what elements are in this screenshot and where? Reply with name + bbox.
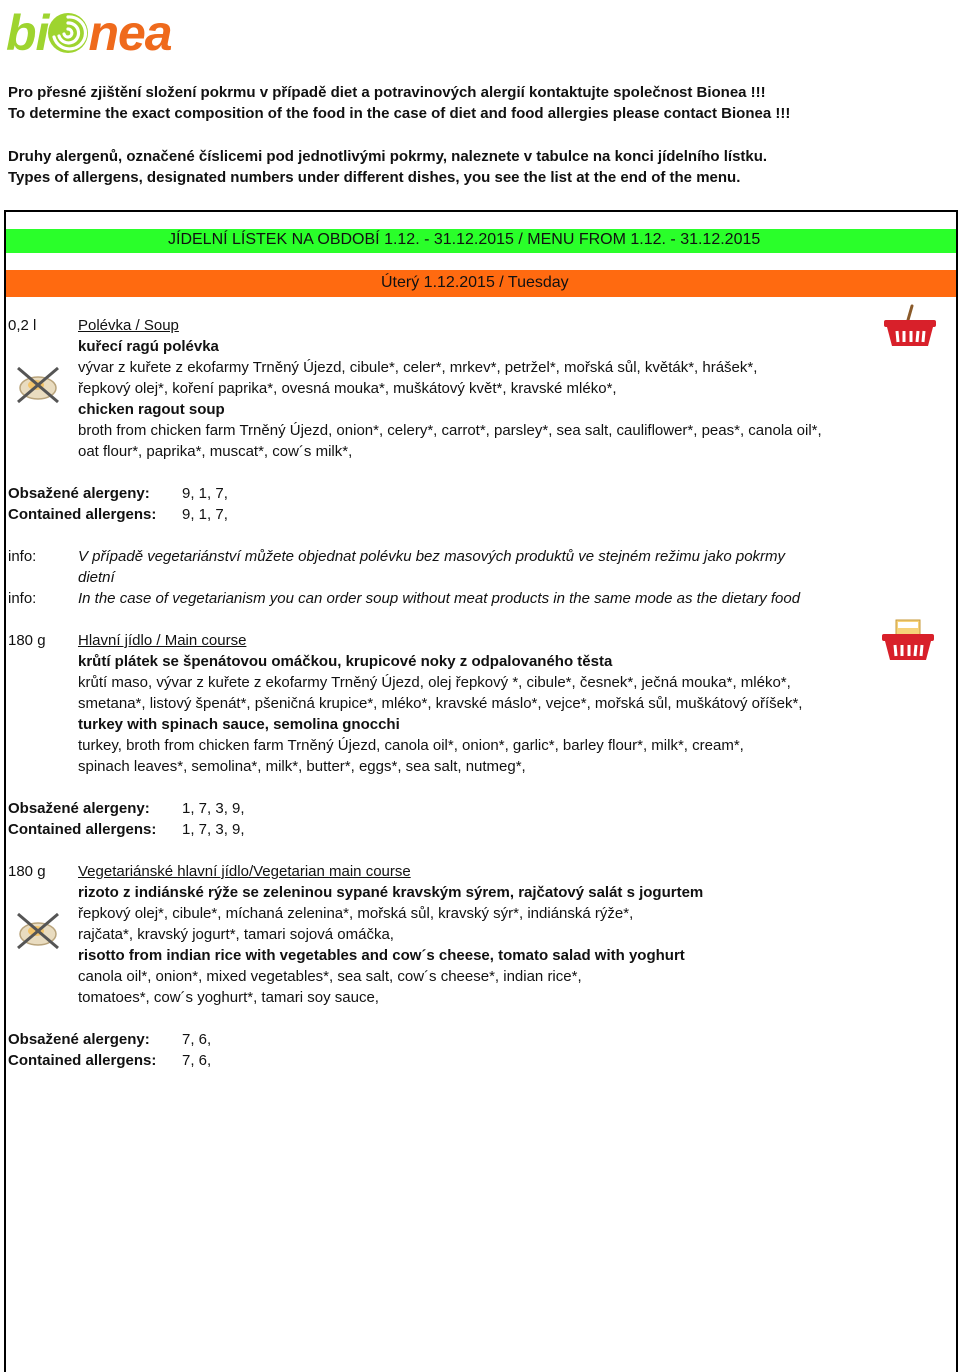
shopping-basket-food-icon[interactable] (880, 618, 936, 664)
main-ingredients-en-1: turkey, broth from chicken farm Trněný Újezd, canola oil*, onion*, garlic*, barley flour*, milk*, cream*, (78, 737, 744, 754)
info-label-cz: info: (8, 548, 37, 565)
main-name-en: turkey with spinach sauce, semolina gnocchi (78, 716, 400, 733)
brand-logo-part1: bi (6, 5, 49, 61)
main-ingredients-cz-1: krůtí maso, vývar z kuřete z ekofarmy Trněný Újezd, olej řepkový *, cibule*, česnek*, ječná mouka*, mléko*, (78, 674, 791, 691)
main-allergens-cz-label: Obsažené alergeny: (8, 800, 150, 817)
veg-name-en: risotto from indian rice with vegetables and cow´s cheese, tomato salad with yoghurt (78, 947, 685, 964)
soup-ingredients-en-1: broth from chicken farm Trněný Újezd, onion*, celery*, carrot*, parsley*, sea salt, cauliflower*, peas*, canola oil*, (78, 422, 822, 439)
veg-ingredients-cz-1: řepkový olej*, cibule*, míchaná zelenina*, mořská sůl, kravský sýr*, indiánská rýže*, (78, 905, 634, 922)
swirl-logo-icon (46, 11, 90, 55)
main-category: Hlavní jídlo / Main course (78, 632, 247, 649)
main-portion: 180 g (8, 632, 46, 649)
day-bar (6, 270, 956, 297)
soup-allergens-en-label: Contained allergens: (8, 506, 157, 523)
veg-allergens-en-value: 7, 6, (182, 1052, 212, 1069)
notice-contact-en: To determine the exact composition of the food in the case of diet and food allergies please contact Bionea !!! (8, 105, 791, 122)
soup-name-cz: kuřecí ragú polévka (78, 338, 219, 355)
main-name-cz: krůtí plátek se špenátovou omáčkou, krupicové noky z odpalovaného těsta (78, 653, 613, 670)
main-ingredients-en-2: spinach leaves*, semolina*, milk*, butter*, eggs*, sea salt, nutmeg*, (78, 758, 526, 775)
soup-name-en: chicken ragout soup (78, 401, 225, 418)
info-text-cz-2: dietní (78, 569, 115, 586)
veg-allergens-cz-value: 7, 6, (182, 1031, 212, 1048)
menu-period-title: JÍDELNÍ LÍSTEK NA OBDOBÍ 1.12. - 31.12.2015 / MENU FROM 1.12. - 31.12.2015 (168, 231, 761, 248)
info-label-en: info: (8, 590, 37, 607)
soup-ingredients-cz-2: řepkový olej*, koření paprika*, ovesná mouka*, muškátový květ*, kravské mléko*, (78, 380, 617, 397)
main-ingredients-cz-2: smetana*, listový špenát*, pšeničná krupice*, mléko*, kravské máslo*, vejce*, mořská sůl, muškátový oříšek*, (78, 695, 803, 712)
info-text-en: In the case of vegetarianism you can order soup without meat products in the same mode as the dietary food (78, 590, 801, 607)
main-allergens-en-value: 1, 7, 3, 9, (182, 821, 245, 838)
day-title: Úterý 1.12.2015 / Tuesday (381, 274, 569, 291)
main-allergens-en-label: Contained allergens: (8, 821, 157, 838)
notice-allergens-en: Types of allergens, designated numbers under different dishes, you see the list at the end of the menu. (8, 169, 741, 186)
veg-ingredients-en-2: tomatoes*, cow´s yoghurt*, tamari soy sauce, (78, 989, 379, 1006)
veg-ingredients-cz-2: rajčata*, kravský jogurt*, tamari sojová omáčka, (78, 926, 394, 943)
no-cooking-icon (12, 908, 64, 952)
shopping-basket-icon[interactable] (882, 304, 938, 350)
soup-portion: 0,2 l (8, 317, 37, 334)
soup-allergens-cz-label: Obsažené alergeny: (8, 485, 150, 502)
veg-ingredients-en-1: canola oil*, onion*, mixed vegetables*, sea salt, cow´s cheese*, indian rice*, (78, 968, 582, 985)
brand-logo-part2: nea (88, 5, 172, 61)
soup-allergens-cz-value: 9, 1, 7, (182, 485, 228, 502)
notice-allergens-cz: Druhy alergenů, označené číslicemi pod jednotlivými pokrmy, naleznete v tabulce na konci jídelního lístku. (8, 148, 768, 165)
veg-allergens-en-label: Contained allergens: (8, 1052, 157, 1069)
soup-ingredients-cz-1: vývar z kuřete z ekofarmy Trněný Újezd, cibule*, celer*, mrkev*, petržel*, mořská sůl, květák*, hrášek*, (78, 359, 758, 376)
veg-category: Vegetariánské hlavní jídlo/Vegetarian main course (78, 863, 411, 880)
veg-allergens-cz-label: Obsažené alergeny: (8, 1031, 150, 1048)
soup-allergens-en-value: 9, 1, 7, (182, 506, 228, 523)
menu-period-bar (6, 229, 956, 253)
soup-ingredients-en-2: oat flour*, paprika*, muscat*, cow´s milk*, (78, 443, 353, 460)
info-text-cz-1: V případě vegetariánství můžete objednat polévku bez masových produktů ve stejném režimu jako pokrmy (78, 548, 786, 565)
main-allergens-cz-value: 1, 7, 3, 9, (182, 800, 245, 817)
veg-name-cz: rizoto z indiánské rýže se zeleninou sypané kravským sýrem, rajčatový salát s jogurtem (78, 884, 704, 901)
notice-contact-cz: Pro přesné zjištění složení pokrmu v případě diet a potravinových alergií kontaktujte společnost Bionea !!! (8, 84, 766, 101)
brand-logo (6, 4, 172, 62)
no-cooking-icon (12, 362, 64, 406)
veg-portion: 180 g (8, 863, 46, 880)
soup-category: Polévka / Soup (78, 317, 179, 334)
